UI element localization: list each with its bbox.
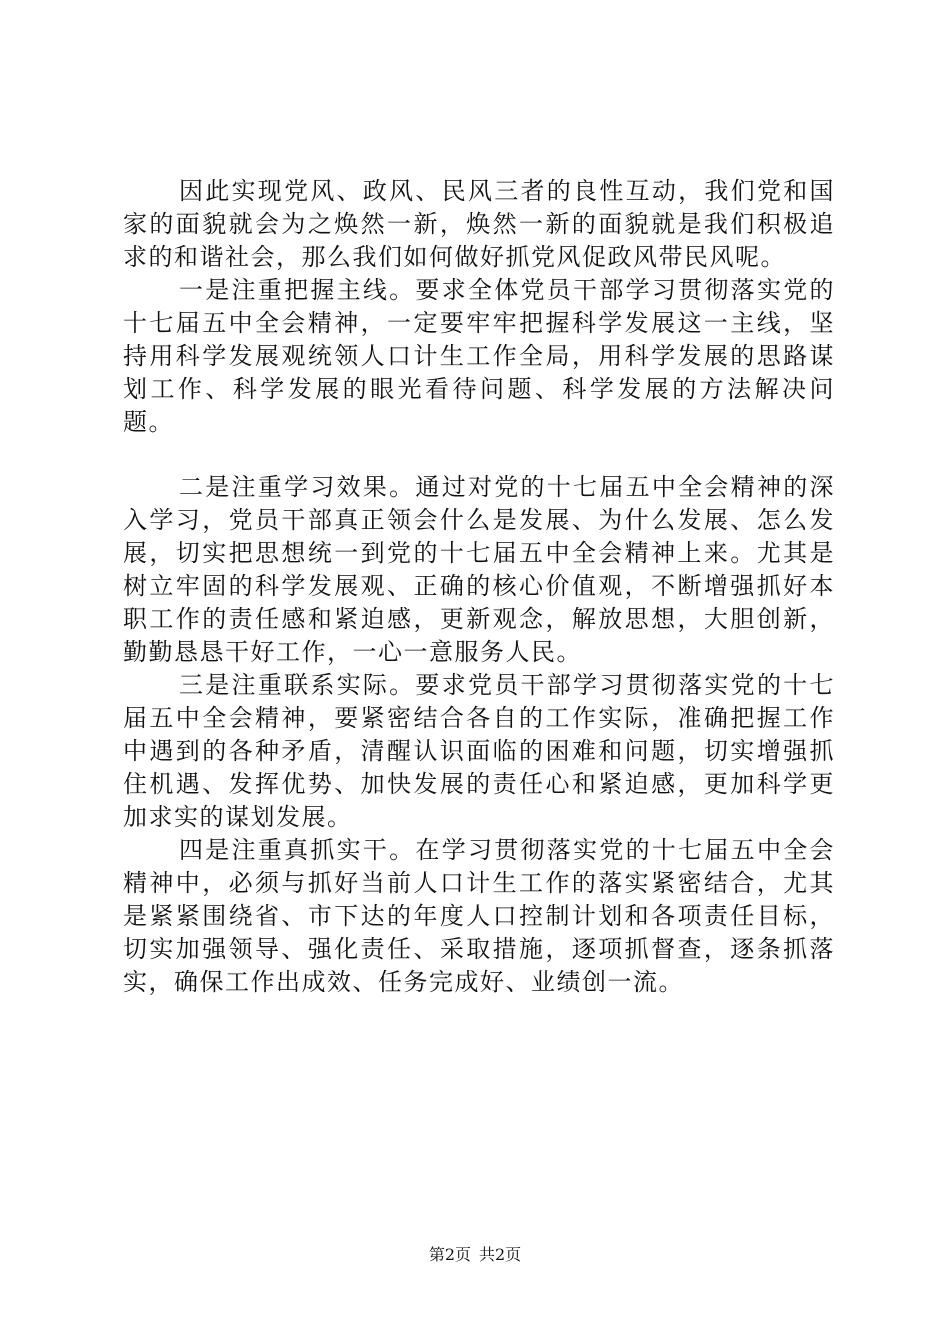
paragraph-point-three: 三是注重联系实际。要求党员干部学习贯彻落实党的十七届五中全会精神，要紧密结合各自的工作实际，准确把握工作中遇到的各种矛盾，清醒认识面临的困难和问题，切实增强抓住机遇、发挥优势、加快发展的责任心和紧迫感，更加科学更加求实的谋划发展。 (123, 671, 835, 831)
paragraph-intro: 因此实现党风、政风、民风三者的良性互动，我们党和国家的面貌就会为之焕然一新，焕然一新的面貌就是我们积极追求的和谐社会，那么我们如何做好抓党风促政风带民风呢。 (123, 177, 835, 271)
document-body (123, 175, 835, 999)
paragraph-spacer (123, 439, 835, 471)
paragraph-point-four: 四是注重真抓实干。在学习贯彻落实党的十七届五中全会精神中，必须与抓好当前人口计生工作的落实紧密结合，尤其是紧紧围绕省、市下达的年度人口控制计划和各项责任目标，切实加强领导、强化责任、采取措施，逐项抓督查，逐条抓落实，确保工作出成效、任务完成好、业绩创一流。 (123, 836, 835, 996)
page-total: 共2页 (479, 1245, 522, 1264)
page-footer (0, 1244, 950, 1266)
page-number: 第2页 (428, 1245, 471, 1264)
paragraph-point-two: 二是注重学习效果。通过对党的十七届五中全会精神的深入学习，党员干部真正领会什么是发展、为什么发展、怎么发展，切实把思想统一到党的十七届五中全会精神上来。尤其是树立牢固的科学发展观、正确的核心价值观，不断增强抓好本职工作的责任感和紧迫感，更新观念，解放思想，大胆创新，勤勤恳恳干好工作，一心一意服务人民。 (123, 473, 835, 666)
paragraph-point-one: 一是注重把握主线。要求全体党员干部学习贯彻落实党的十七届五中全会精神，一定要牢牢把握科学发展这一主线，坚持用科学发展观统领人口计生工作全局，用科学发展的思路谋划工作、科学发展的眼光看待问题、科学发展的方法解决问题。 (123, 276, 835, 436)
